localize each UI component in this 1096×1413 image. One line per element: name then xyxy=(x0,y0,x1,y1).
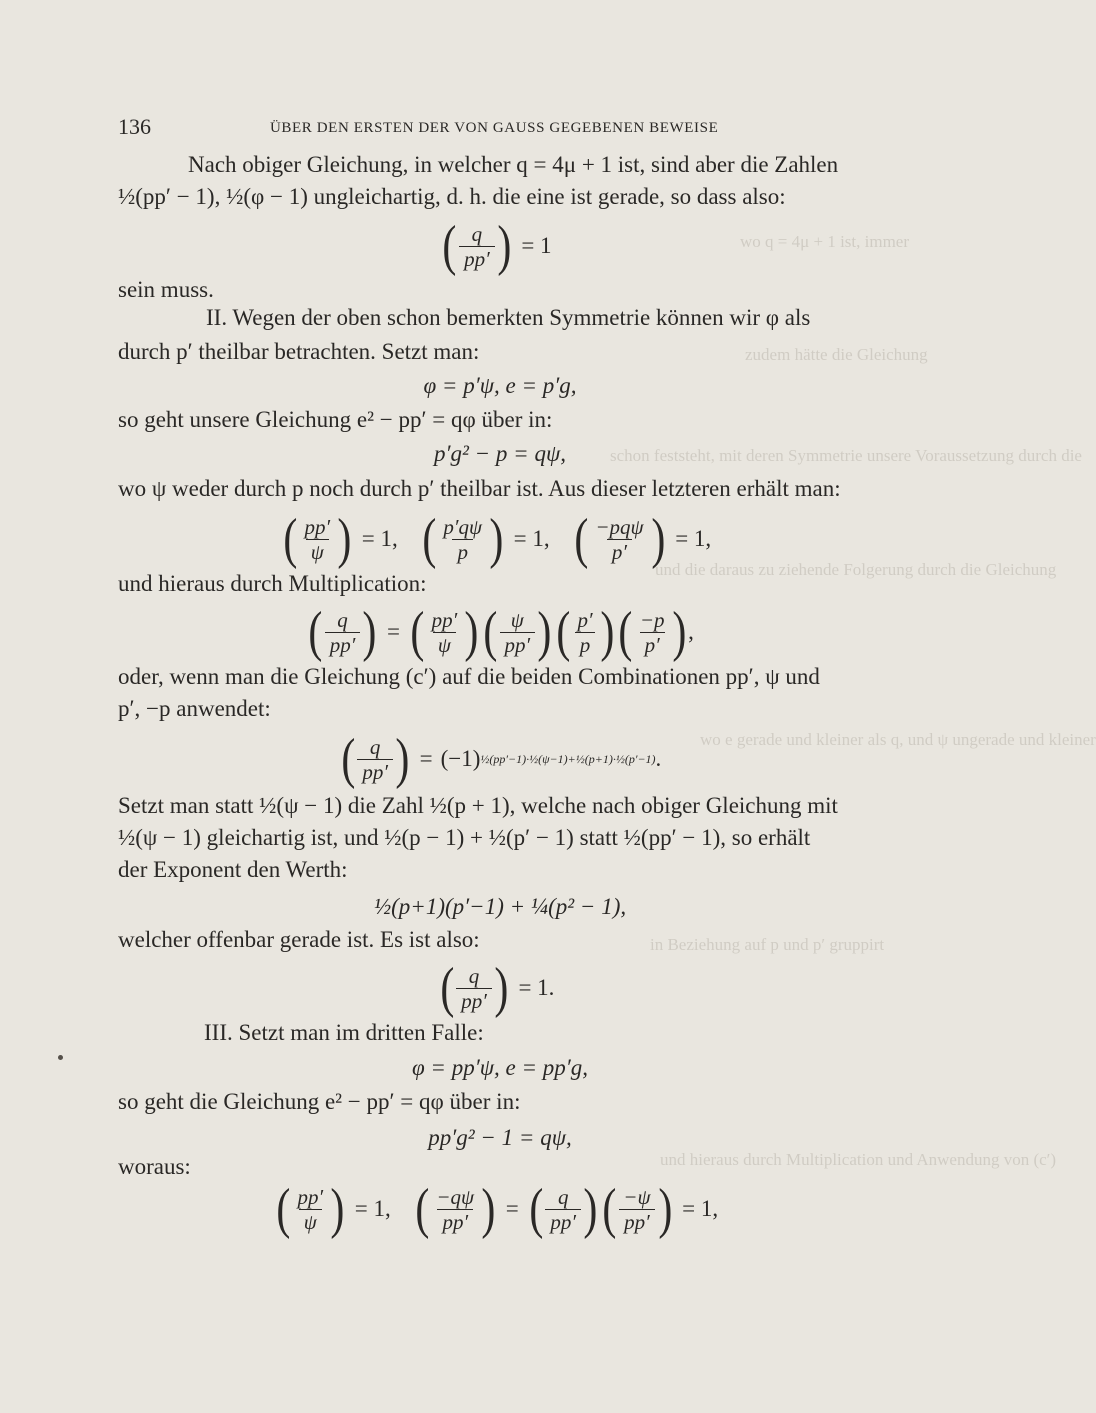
legendre-symbol xyxy=(420,508,506,570)
running-title: ÜBER DEN ERSTEN DER VON GAUSS GEGEBENEN BEWEISE xyxy=(270,120,719,136)
punctuation: , xyxy=(688,619,694,644)
power-base: (−1) xyxy=(440,746,481,771)
symbol-denominator: ψ xyxy=(433,632,456,657)
punctuation: . xyxy=(655,746,662,771)
legendre-symbol xyxy=(274,1178,347,1240)
symbol-denominator: p xyxy=(575,632,596,657)
legendre-symbol xyxy=(600,1178,675,1240)
close-paren: ) xyxy=(671,601,686,663)
text-line: oder, wenn man die Gleichung (c′) auf die beiden Combinationen pp′, ψ und xyxy=(118,664,820,689)
bleed-through-text: und hieraus durch Multiplication und Anwendung von (c′) xyxy=(660,1150,1057,1169)
close-paren: ) xyxy=(599,601,614,663)
close-paren: ) xyxy=(330,1178,345,1240)
relation: = 1, xyxy=(354,1196,391,1221)
symbol-denominator: pp′ xyxy=(456,988,492,1013)
display-equation: p′g² − p = qψ, xyxy=(433,441,566,466)
symbol-denominator: ψ xyxy=(306,539,329,564)
relation: = xyxy=(386,619,400,644)
relation: = xyxy=(505,1196,519,1221)
legendre-symbol xyxy=(481,601,554,663)
text-line: ½(pp′ − 1), ½(φ − 1) ungleichartig, d. h. die eine ist gerade, so dass also: xyxy=(118,184,786,209)
legendre-symbol xyxy=(408,601,481,663)
symbol-numerator: −qψ xyxy=(436,1184,475,1209)
symbol-denominator: pp′ xyxy=(437,1209,473,1234)
text-line: durch p′ theilbar betrachten. Setzt man: xyxy=(118,339,480,364)
display-equation xyxy=(0,1178,1000,1240)
bleed-through-text: und die daraus zu ziehende Folgerung durch die Gleichung xyxy=(655,560,1057,579)
close-paren: ) xyxy=(494,957,509,1019)
legendre-symbol xyxy=(440,215,513,277)
symbol-denominator: ψ xyxy=(299,1209,322,1234)
text-line: wo ψ weder durch p noch durch p′ theilbar ist. Aus dieser letzteren erhält man: xyxy=(118,476,841,501)
display-equation: φ = pp′ψ, e = pp′g, xyxy=(411,1055,589,1080)
legendre-symbol xyxy=(306,601,379,663)
open-paren: ( xyxy=(556,601,571,663)
symbol-numerator: q xyxy=(468,963,480,988)
text-line: p′, −p anwendet: xyxy=(118,696,271,721)
close-paren: ) xyxy=(583,1178,598,1240)
legendre-symbol xyxy=(572,508,668,570)
close-paren: ) xyxy=(395,728,410,790)
symbol-numerator: −p xyxy=(639,607,665,632)
bleed-through-text: wo e gerade und kleiner als q, und ψ ungerade und kleiner xyxy=(700,730,1096,749)
symbol-denominator: p′ xyxy=(607,539,632,564)
bleed-through-text: zudem hätte die Gleichung xyxy=(745,345,928,364)
open-paren: ( xyxy=(442,215,457,277)
close-paren: ) xyxy=(362,601,377,663)
symbol-denominator: pp′ xyxy=(619,1209,655,1234)
symbol-numerator: q xyxy=(471,221,483,246)
display-equation: ½(p+1)(p′−1) + ¼(p² − 1), xyxy=(373,894,627,919)
bleed-through-text: wo q = 4μ + 1 ist, immer xyxy=(740,232,910,251)
close-paren: ) xyxy=(657,1178,672,1240)
close-paren: ) xyxy=(537,601,552,663)
display-equation: φ = p′ψ, e = p′g, xyxy=(423,373,577,398)
close-paren: ) xyxy=(489,508,504,570)
close-paren: ) xyxy=(497,215,511,277)
legendre-symbol xyxy=(527,1178,600,1240)
open-paren: ( xyxy=(422,508,437,570)
legendre-symbol xyxy=(413,1178,498,1240)
text-line: welcher offenbar gerade ist. Es ist also: xyxy=(118,927,480,952)
symbol-numerator: −ψ xyxy=(623,1184,651,1209)
open-paren: ( xyxy=(529,1178,544,1240)
symbol-numerator: q xyxy=(369,734,381,759)
symbol-denominator: pp′ xyxy=(545,1209,581,1234)
relation: = 1, xyxy=(682,1196,719,1221)
legendre-symbol xyxy=(339,728,412,790)
bleed-through-text: in Beziehung auf p und p′ gruppirt xyxy=(650,935,885,954)
symbol-numerator: q xyxy=(337,607,348,632)
legendre-symbol xyxy=(281,508,354,570)
symbol-numerator: q xyxy=(557,1184,569,1209)
legendre-symbol xyxy=(616,601,688,663)
text-line: Setzt man statt ½(ψ − 1) die Zahl ½(p + 1), welche nach obiger Gleichung mit xyxy=(118,793,838,818)
symbol-numerator: pp′ xyxy=(297,1184,324,1209)
relation: = 1 xyxy=(521,233,552,258)
open-paren: ( xyxy=(573,508,588,570)
open-paren: ( xyxy=(410,601,425,663)
open-paren: ( xyxy=(283,508,298,570)
relation: = xyxy=(419,746,433,771)
open-paren: ( xyxy=(276,1178,291,1240)
symbol-numerator: ψ xyxy=(510,607,524,632)
relation: = 1, xyxy=(513,526,550,551)
text-line: II. Wegen der oben schon bemerkten Symmetrie können wir φ als xyxy=(206,305,811,330)
text-line: der Exponent den Werth: xyxy=(118,857,348,882)
display-equation: pp′g² − 1 = qψ, xyxy=(428,1125,572,1150)
text-line: so geht die Gleichung e² − pp′ = qφ über in: xyxy=(118,1089,521,1114)
legendre-symbol xyxy=(554,601,616,663)
display-equation xyxy=(0,601,1000,663)
symbol-denominator: p′ xyxy=(640,632,665,657)
display-equation xyxy=(0,957,1000,1019)
close-paren: ) xyxy=(481,1178,496,1240)
text-line: sein muss. xyxy=(118,277,214,302)
legendre-symbol xyxy=(438,957,511,1019)
text-line: so geht unsere Gleichung e² − pp′ = qφ über in: xyxy=(118,407,553,432)
close-paren: ) xyxy=(337,508,352,570)
text-line: III. Setzt man im dritten Falle: xyxy=(204,1020,484,1045)
text-line: und hieraus durch Multiplication: xyxy=(118,571,427,596)
symbol-numerator: p′ xyxy=(577,607,593,632)
display-equation xyxy=(0,728,1000,790)
open-paren: ( xyxy=(601,1178,616,1240)
symbol-numerator: −pqψ xyxy=(595,514,644,539)
open-paren: ( xyxy=(415,1178,430,1240)
symbol-numerator: p′qψ xyxy=(443,514,483,539)
open-paren: ( xyxy=(618,601,633,663)
symbol-numerator: pp′ xyxy=(304,514,331,539)
relation: = 1. xyxy=(518,975,555,1000)
display-equation xyxy=(0,215,1000,277)
page-number: 136 xyxy=(118,114,151,139)
bleed-through-text: schon feststeht, mit deren Symmetrie unsere Voraussetzung durch die xyxy=(610,446,1082,465)
symbol-denominator: pp′ xyxy=(325,632,361,657)
symbol-denominator: pp′ xyxy=(357,759,393,784)
close-paren: ) xyxy=(464,601,479,663)
open-paren: ( xyxy=(439,957,454,1019)
close-paren: ) xyxy=(650,508,665,570)
symbol-denominator: pp′ xyxy=(459,246,495,271)
open-paren: ( xyxy=(483,601,498,663)
open-paren: ( xyxy=(341,728,356,790)
relation: = 1, xyxy=(361,526,398,551)
relation: = 1, xyxy=(675,526,712,551)
text-line: ½(ψ − 1) gleichartig ist, und ½(p − 1) + ½(p′ − 1) statt ½(pp′ − 1), so erhält xyxy=(118,825,811,850)
power-exponent: ½(pp′−1)·½(ψ−1)+½(p+1)·½(p′−1) xyxy=(480,751,656,766)
symbol-numerator: pp′ xyxy=(431,607,458,632)
symbol-denominator: p xyxy=(452,539,473,564)
display-equation xyxy=(0,508,1000,570)
open-paren: ( xyxy=(308,601,323,663)
text-line: Nach obiger Gleichung, in welcher q = 4μ + 1 ist, sind aber die Zahlen xyxy=(188,152,839,177)
symbol-denominator: pp′ xyxy=(500,632,536,657)
text-line: woraus: xyxy=(118,1154,191,1179)
